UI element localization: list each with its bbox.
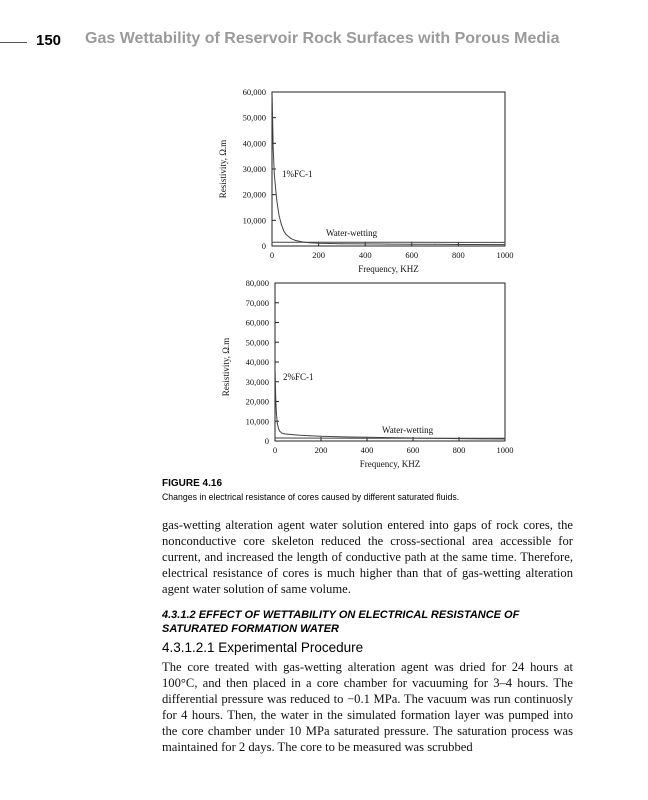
- data-point-fc: [286, 434, 287, 435]
- x-axis-title: Frequency, KHZ: [358, 264, 419, 274]
- body-paragraph-1: gas-wetting alteration agent water solution entered into gaps of rock cores, the nonconductive core skeleton reduced the cross-sectional area accessible for current, and increased the length of conductive path at the same time. Therefore, electrical resistance of cores is much higher than that of gas-wetting alteration agent water solution of same volume.: [162, 518, 573, 596]
- data-point-fc: [281, 433, 282, 434]
- data-point-fc: [284, 433, 285, 434]
- data-point-fc: [275, 397, 276, 398]
- data-point-fc: [344, 436, 345, 437]
- x-tick-label: 800: [452, 250, 465, 260]
- y-tick-label: 0: [261, 241, 266, 251]
- x-tick-label: 0: [272, 445, 278, 455]
- body-paragraph-2: The core treated with gas-wetting alteration agent was dried for 24 hours at 100°C, and then placed in a core chamber for vacuuming for 3–4 hours. The differential pressure was reduced to −0.1 MPa. The vacuum was run continuosly for 4 hours. Then, the water in the simulated formation layer was pumped into the core chamber under 10 MPa saturated pressure. The saturation process was maintained for 2 days. The core to be measured was scrubbed: [162, 660, 573, 754]
- data-point-water-wetting: [505, 438, 506, 439]
- x-tick-label: 600: [405, 250, 419, 260]
- y-tick-label: 30,000: [242, 164, 266, 174]
- data-point-fc: [278, 428, 279, 429]
- data-point-fc: [279, 431, 280, 432]
- x-tick-label: 0: [269, 250, 275, 260]
- page-header: [0, 30, 648, 54]
- x-tick-label: 1000: [496, 250, 514, 260]
- data-point-fc: [309, 435, 310, 436]
- chart-2fc-1-svg: [0, 275, 648, 475]
- series-label-water-wetting: Water-wetting: [326, 228, 378, 238]
- y-axis-title: Resistivity, Ω.m: [218, 139, 228, 199]
- running-title: Gas Wettability of Reservoir Rock Surfaces with Porous Media: [85, 30, 560, 47]
- data-point-fc: [458, 244, 459, 245]
- data-point-fc: [341, 243, 342, 244]
- chart-2fc-1: [0, 275, 648, 475]
- x-tick-label: 600: [406, 445, 420, 455]
- y-axis-title: Resistivity, Ω.m: [221, 337, 231, 397]
- data-point-water-wetting: [321, 438, 322, 439]
- data-point-fc: [295, 240, 296, 241]
- data-point-water-wetting: [505, 242, 506, 243]
- y-tick-label: 50,000: [245, 337, 269, 348]
- page-number: 150: [36, 32, 62, 49]
- x-tick-label: 800: [452, 445, 466, 455]
- plot-frame: [275, 283, 505, 441]
- data-point-fc: [505, 244, 506, 245]
- figure-label: FIGURE 4.16: [162, 478, 223, 489]
- x-tick-label: 200: [314, 445, 328, 455]
- x-tick-label: 400: [360, 445, 374, 455]
- data-point-water-wetting: [318, 242, 319, 243]
- y-tick-label: 30,000: [245, 376, 269, 387]
- data-point-fc: [365, 243, 366, 244]
- data-point-fc: [388, 244, 389, 245]
- data-point-fc: [481, 244, 482, 245]
- data-point-fc: [321, 436, 322, 437]
- chart-1fc-1-svg: [0, 80, 648, 280]
- data-point-water-wetting: [458, 242, 459, 243]
- y-tick-label: 60,000: [245, 317, 269, 328]
- data-point-fc: [411, 244, 412, 245]
- data-point-fc: [276, 413, 277, 414]
- data-point-water-wetting: [459, 438, 460, 439]
- data-point-fc: [367, 437, 368, 438]
- data-point-fc: [277, 423, 278, 424]
- x-tick-label: 400: [358, 250, 372, 260]
- data-point-water-wetting: [365, 242, 366, 243]
- series-label-water-wetting: Water-wetting: [382, 425, 434, 435]
- data-point-fc: [290, 238, 291, 239]
- x-axis-title: Frequency, KHZ: [359, 459, 421, 469]
- y-tick-label: 20,000: [242, 189, 266, 200]
- y-tick-label: 40,000: [242, 138, 266, 149]
- series-label-fc: 1%FC-1: [282, 169, 313, 179]
- y-tick-label: 10,000: [245, 416, 269, 427]
- chart-1fc-1: [0, 80, 648, 280]
- y-tick-label: 40,000: [245, 357, 269, 367]
- y-tick-label: 0: [264, 436, 269, 446]
- data-point-fc: [278, 215, 279, 216]
- data-point-fc: [291, 434, 292, 435]
- data-point-fc: [272, 97, 273, 98]
- data-point-fc: [274, 174, 275, 175]
- data-point-fc: [298, 435, 299, 436]
- y-tick-label: 60,000: [242, 87, 266, 97]
- data-point-water-wetting: [272, 242, 273, 243]
- data-point-water-wetting: [275, 438, 276, 439]
- subsection-heading: 4.3.1.2.1 Experimental Procedure: [162, 640, 364, 655]
- x-tick-label: 200: [312, 250, 325, 260]
- series-label-fc: 2%FC-1: [283, 372, 314, 382]
- y-tick-label: 70,000: [245, 297, 269, 308]
- data-point-fc: [275, 371, 276, 372]
- data-point-fc: [435, 244, 436, 245]
- data-point-fc: [281, 224, 282, 225]
- data-point-fc: [283, 230, 284, 231]
- data-point-fc: [276, 199, 277, 200]
- data-point-water-wetting: [413, 438, 414, 439]
- data-point-water-wetting: [411, 242, 412, 243]
- header-rule: [0, 42, 27, 43]
- y-tick-label: 20,000: [245, 396, 269, 407]
- figure-caption: Changes in electrical resistance of cores caused by different saturated fluids.: [162, 492, 460, 503]
- section-heading: 4.3.1.2 EFFECT OF WETTABILITY ON ELECTRICAL RESISTANCE OF SATURATED FORMATION WATER: [162, 609, 520, 635]
- data-point-fc: [318, 243, 319, 244]
- data-point-fc: [285, 234, 286, 235]
- y-tick-label: 50,000: [242, 112, 266, 123]
- data-point-fc: [273, 148, 274, 149]
- x-tick-label: 1000: [496, 445, 514, 455]
- data-point-water-wetting: [367, 438, 368, 439]
- y-tick-label: 80,000: [245, 278, 269, 288]
- y-tick-label: 10,000: [242, 215, 266, 226]
